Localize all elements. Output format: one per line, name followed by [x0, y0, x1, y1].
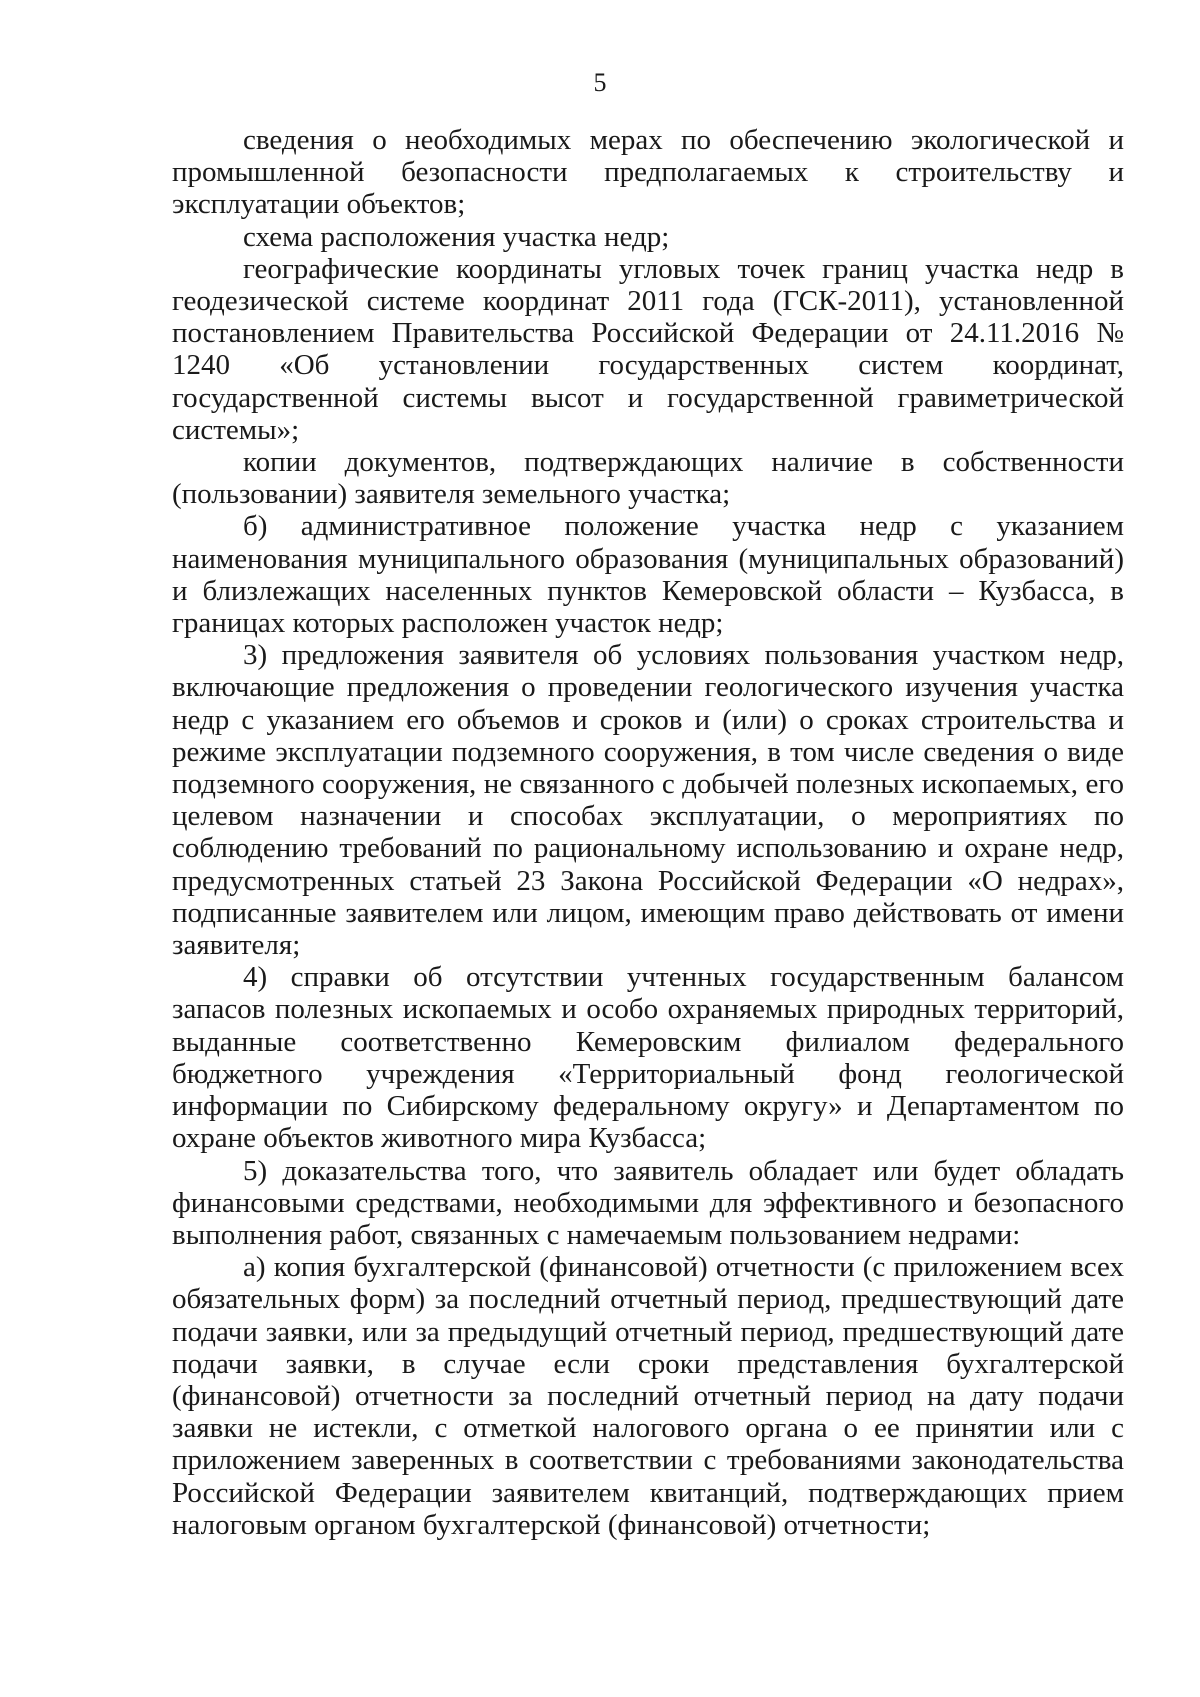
paragraph-site-layout-scheme: схема расположения участка недр; — [243, 220, 670, 253]
paragraph-usage-proposals: 3) предложения заявителя об условиях пользования участком недр, включающие предложения о проведении геологического изучения участка недр с указанием его объемов и сроков и (или) о сроках строительства и режиме эксплуатации подземного сооружения, в том числе сведения о виде подземного сооружения, не связанного с добычей полезных ископаемых, его целевом назначении и способах эксплуатации, о мероприятиях по соблюдению требований по рациональному использованию и охране недр, предусмотренных статьей 23 Закона Российской Федерации «О недрах», подписанные заявителем или лицом, имеющим право действовать от имени заявителя; — [172, 639, 1124, 962]
paragraph-financial-evidence: 5) доказательства того, что заявитель обладает или будет обладать финансовыми средствами, необходимыми для эффективного и безопасного выполнения работ, связанных с намечаемым пользованием недрами: — [172, 1154, 1124, 1251]
paragraph-administrative-location: б) административное положение участка недр с указанием наименования муниципального образования (муниципальных образований) и близлежащих населенных пунктов Кемеровской области – Кузбасса, в границах которых расположен участок недр; — [172, 510, 1124, 640]
paragraph-land-ownership-docs: копии документов, подтверждающих наличие в собственности (пользовании) заявителя земельного участка; — [172, 446, 1124, 511]
paragraph-geographic-coordinates: географические координаты угловых точек границ участка недр в геодезической системе координат 2011 года (ГСК-2011), установленной постановлением Правительства Российской Федерации от 24.11.2016 № 1240 «Об установлении государственных систем координат, государственной системы высот и государственной гравиметрической системы»; — [172, 252, 1124, 446]
paragraph-eco-safety-info: сведения о необходимых мерах по обеспечению экологической и промышленной безопасности предполагаемых к строительству и эксплуатации объектов; — [172, 124, 1124, 221]
page-number: 5 — [593, 68, 607, 97]
document-body — [172, 124, 1124, 1541]
paragraph-accounting-statements: а) копия бухгалтерской (финансовой) отчетности (с приложением всех обязательных форм) за последний отчетный период, предшествующий дате подачи заявки, или за предыдущий отчетный период, предшествующий дате подачи заявки, в случае если сроки представления бухгалтерской (финансовой) отчетности за последний отчетный период на дату подачи заявки не истекли, с отметкой налогового органа о ее принятии или с приложением заверенных в соответствии с требованиями законодательства Российской Федерации заявителем квитанций, подтверждающих прием налоговым органом бухгалтерской (финансовой) отчетности; — [172, 1251, 1124, 1541]
paragraph-reserves-certificates: 4) справки об отсутствии учтенных государственным балансом запасов полезных ископаемых и особо охраняемых природных территорий, выданные соответственно Кемеровским филиалом федерального бюджетного учреждения «Территориальный фонд геологической информации по Сибирскому федеральному округу» и Департаментом по охране объектов животного мира Кузбасса; — [172, 961, 1124, 1155]
